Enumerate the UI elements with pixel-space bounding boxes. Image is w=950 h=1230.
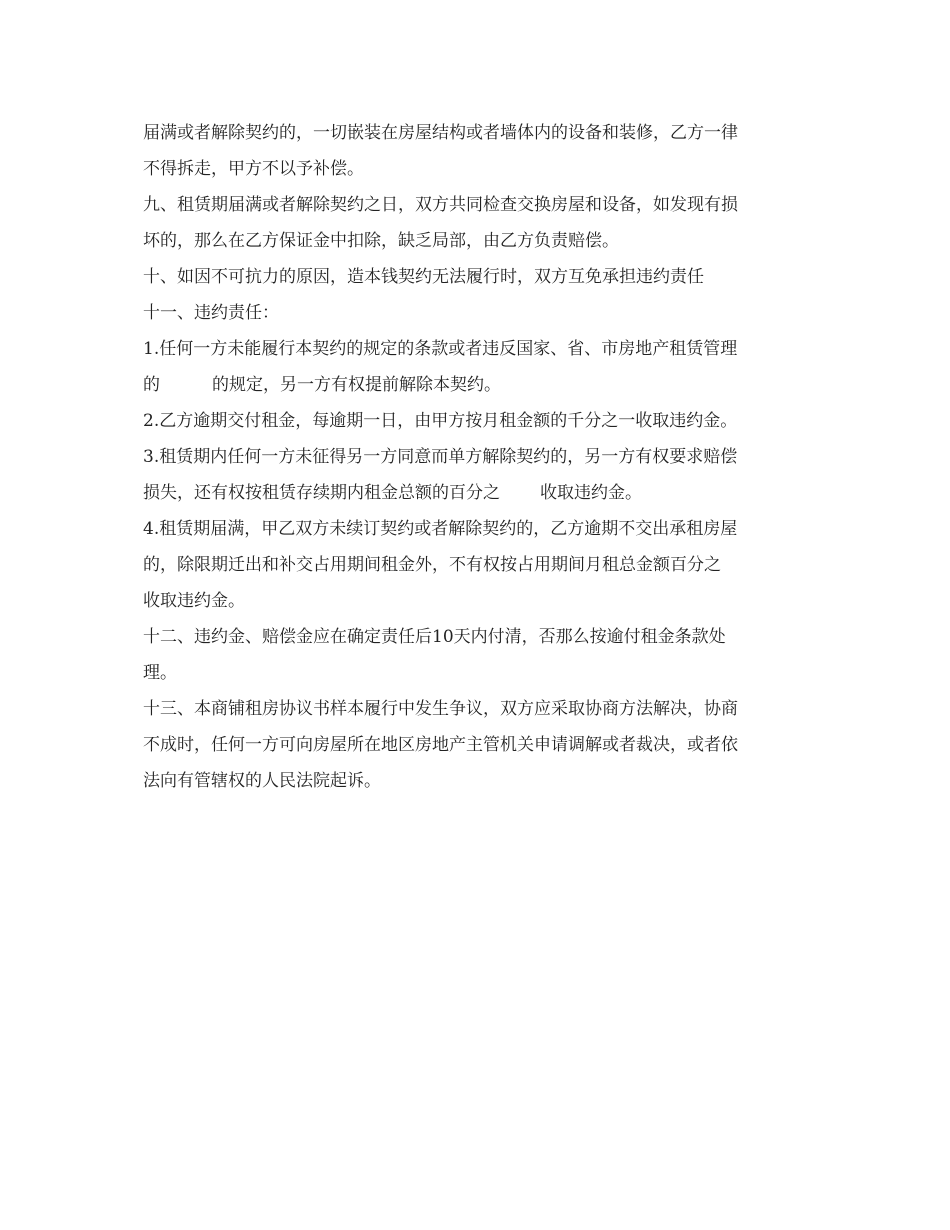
text-line: 理。 (143, 663, 177, 683)
text-line: 法向有管辖权的人民法院起诉。 (143, 771, 381, 791)
text-line: 3.租赁期内任何一方未征得另一方同意而单方解除契约的，另一方有权要求赔偿 (143, 447, 738, 467)
text-line: 九、租赁期届满或者解除契约之日，双方共同检查交换房屋和设备，如发现有损 (143, 195, 738, 215)
text-line: 不成时，任何一方可向房屋所在地区房地产主管机关申请调解或者裁决，或者依 (143, 735, 738, 755)
text-line-with-blank (143, 475, 813, 511)
section-heading: 十一、违约责任： (143, 303, 279, 323)
text-line: 十二、违约金、赔偿金应在确定责任后10天内付清，否那么按逾付租金条款处 (143, 627, 726, 647)
text-line: 十、如因不可抗力的原因，造本钱契约无法履行时，双方互免承担违约责任 (143, 267, 704, 287)
text-line: 不得拆走，甲方不以予补偿。 (143, 159, 364, 179)
text-line: 坏的，那么在乙方保证金中扣除，缺乏局部，由乙方负责赔偿。 (143, 231, 619, 251)
text-segment: 收取违约金。 (540, 483, 642, 503)
text-line-with-blank (143, 367, 813, 403)
text-segment: 的规定，另一方有权提前解除本契约。 (212, 375, 501, 395)
text-line: 2.乙方逾期交付租金，每逾期一日，由甲方按月租金额的千分之一收取违约金。 (143, 411, 738, 431)
text-line: 的，除限期迁出和补交占用期间租金外，不有权按占用期间月租总金额百分之 (143, 555, 721, 575)
text-segment: 损失，还有权按租赁存续期内租金总额的百分之 (143, 483, 500, 503)
text-line: 收取违约金。 (143, 591, 245, 611)
text-line: 1.任何一方未能履行本契约的规定的条款或者违反国家、省、市房地产租赁管理 (143, 339, 738, 359)
text-line: 4.租赁期届满，甲乙双方未续订契约或者解除契约的，乙方逾期不交出承租房屋 (143, 519, 738, 539)
text-line: 届满或者解除契约的，一切嵌装在房屋结构或者墙体内的设备和装修，乙方一律 (143, 123, 738, 143)
document-body (143, 115, 813, 799)
text-line: 十三、本商铺租房协议书样本履行中发生争议，双方应采取协商方法解决，协商 (143, 699, 738, 719)
text-segment: 的 (143, 375, 160, 395)
